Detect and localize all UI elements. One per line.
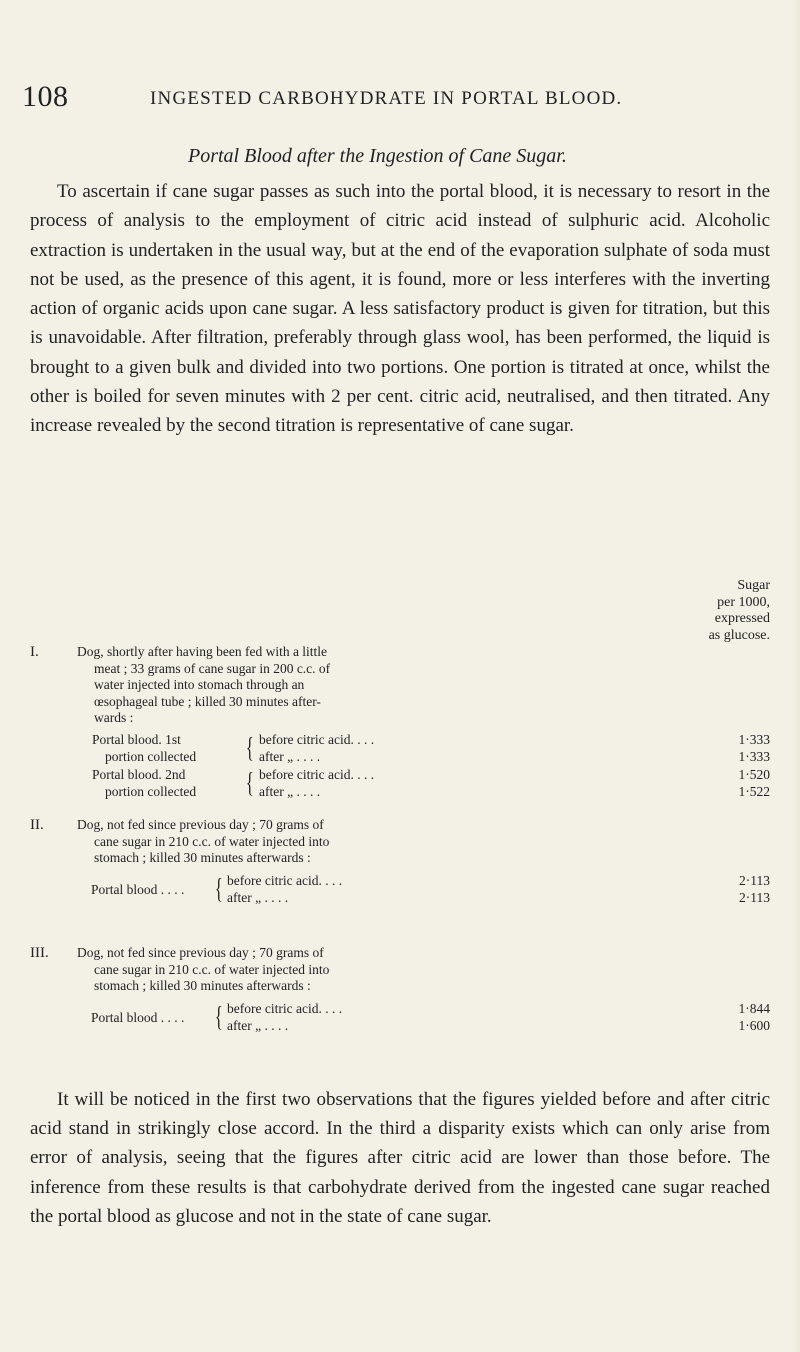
column-header [590,578,770,644]
condition-label: after „ . . . . [227,890,289,905]
column-header-line: expressed [714,611,770,626]
sugar-value: 1·522 [738,784,770,799]
condition-label: before citric acid. . . . [259,767,375,782]
description-line: Dog, shortly after having been fed with a little [77,644,328,659]
group-label: Portal blood . . . . [91,1010,185,1025]
condition-label: after „ . . . . [259,749,321,764]
closing-paragraph-text: It will be noticed in the first two observations that the figures yielded before and after citric acid stand in strikingly close accord. In the third a disparity exists which can only arise from error of analysis, seeing that the figures after citric acid are lower than those before. The inference from these results is that carbohydrate derived from the ingested cane sugar reached the portal blood as glucose and not in the state of cane sugar. [30,1089,770,1227]
description-line: stomach ; killed 30 minutes afterwards : [94,978,311,994]
group-label: Portal blood . . . . [91,882,185,897]
sugar-value: 2·113 [739,890,770,905]
sugar-value: 1·520 [738,767,770,782]
page-edge [792,0,800,1352]
description-line: Dog, not fed since previous day ; 70 grams of [77,817,324,832]
condition-label: before citric acid. . . . [227,873,343,888]
condition-label: before citric acid. . . . [259,732,375,747]
group-label: portion collected [105,749,197,764]
intro-paragraph-text: To ascertain if cane sugar passes as such into the portal blood, it is necessary to resort in the process of analysis to the employment of citric acid instead of sulphuric acid. Alcoholic extraction is undertaken in the usual way, but at the end of the evaporation sulphate of soda must not be used, as the presence of this agent, it is found, more or less interferes with the inverting action of organic acids upon cane sugar. A less satisfactory product is given for titration, but this is unavoidable. After filtration, preferably through glass wool, has been performed, the liquid is brought to a given bulk and divided into two portions. One portion is titrated at once, whilst the other is boiled for seven minutes with 2 per cent. citric acid, neutralised, and then titrated. Any increase revealed by the second titration is representative of cane sugar. [30,181,770,437]
description-line: water injected into stomach through an [94,677,305,693]
brace-icon: { [245,768,254,799]
sugar-value: 2·113 [739,873,770,888]
brace-icon: { [214,874,223,905]
group-label: Portal blood. 1st [92,732,181,747]
column-header-line: per 1000, [717,594,770,610]
experiment-numeral: III. [30,945,49,961]
running-head: INGESTED CARBOHYDRATE IN PORTAL BLOOD. [150,88,623,109]
condition-label: after „ . . . . [259,784,321,799]
experiment-numeral: II. [30,817,44,833]
description-line: meat ; 33 grams of cane sugar in 200 c.c. of [94,660,331,676]
column-header-line: as glucose. [708,627,770,643]
description-line: wards : [94,710,134,726]
column-header-line: Sugar [737,578,770,593]
group-label: Portal blood. 2nd [92,767,186,782]
intro-paragraph [30,177,770,441]
brace-icon: { [245,733,254,764]
description-line: Dog, not fed since previous day ; 70 grams of [77,945,324,960]
sugar-value: 1·333 [738,732,770,747]
sugar-value: 1·844 [738,1001,770,1016]
condition-label: after „ . . . . [227,1018,289,1033]
condition-label: before citric acid. . . . [227,1001,343,1016]
description-line: œsophageal tube ; killed 30 minutes after- [94,693,321,709]
brace-icon: { [214,1002,223,1033]
page-number: 108 [22,80,69,113]
group-label: portion collected [105,784,197,799]
closing-paragraph [30,1085,770,1231]
section-title: Portal Blood after the Ingestion of Cane Sugar. [188,145,567,167]
experiment-description [77,644,522,727]
description-line: stomach ; killed 30 minutes afterwards : [94,850,311,866]
sugar-value: 1·600 [738,1018,770,1033]
experiment-numeral: I. [30,644,39,660]
sugar-value: 1·333 [738,749,770,764]
experiment-description [77,945,522,995]
experiment-description [77,817,522,867]
description-line: cane sugar in 210 c.c. of water injected into [94,833,330,849]
description-line: cane sugar in 210 c.c. of water injected into [94,961,330,977]
